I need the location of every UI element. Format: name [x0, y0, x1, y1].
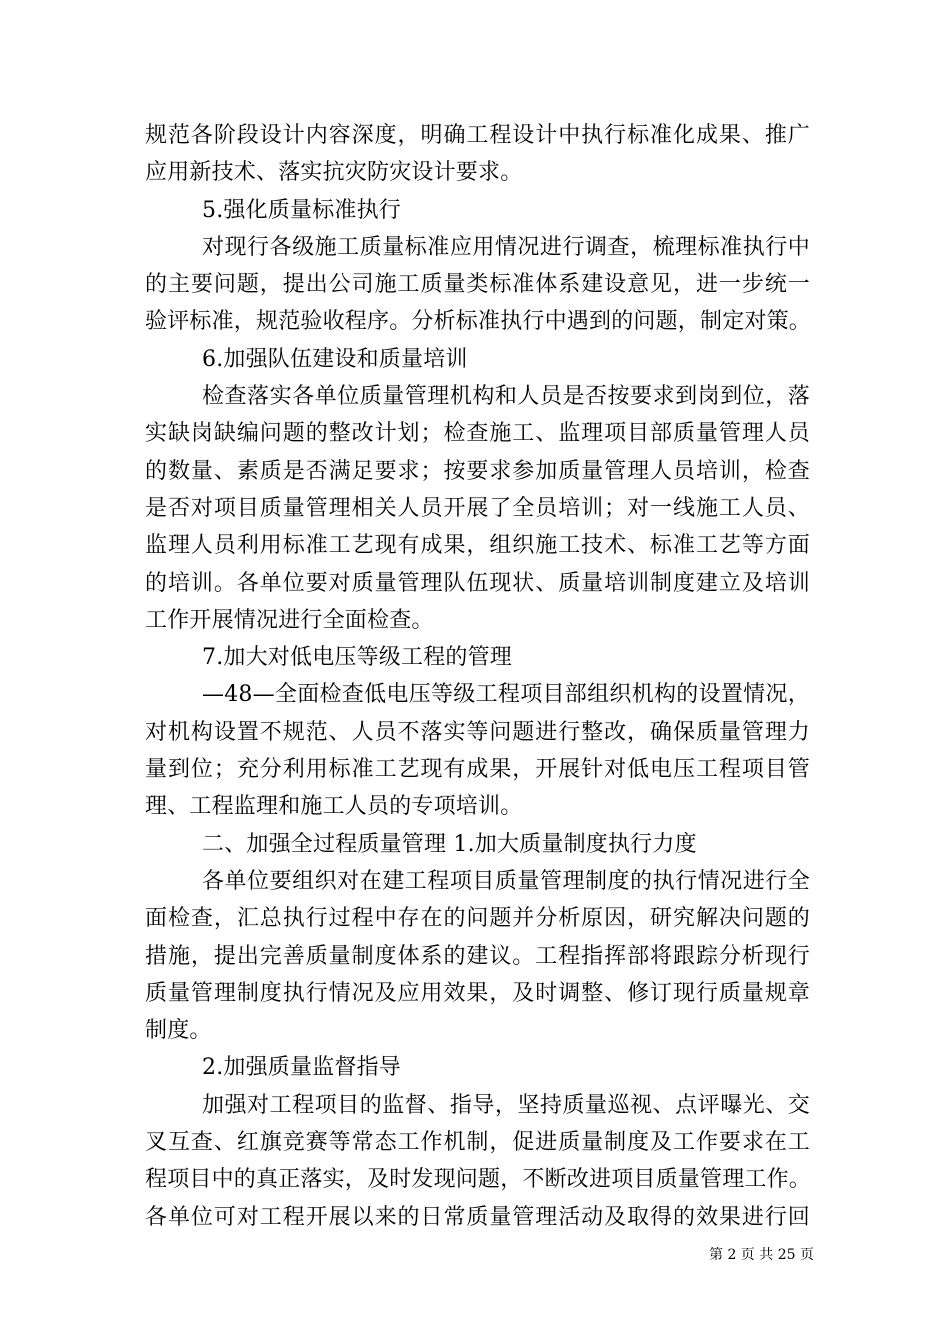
text-line: 对机构设置不规范、人员不落实等问题进行整改，确保质量管理力 — [145, 719, 810, 745]
text-line: 验评标准，规范验收程序。分析标准执行中遇到的问题，制定对策。 — [145, 309, 812, 335]
section-heading: 5.强化质量标准执行 — [202, 197, 401, 223]
text-line: 措施，提出完善质量制度体系的建议。工程指挥部将跟踪分析现行 — [145, 943, 810, 969]
text-line: 各单位要组织对在建工程项目质量管理制度的执行情况进行全 — [202, 868, 810, 894]
section-heading: 二、加强全过程质量管理 1.加大质量制度执行力度 — [202, 831, 697, 857]
text-line: 应用新技术、落实抗灾防灾设计要求。 — [145, 160, 523, 186]
text-line: 对现行各级施工质量标准应用情况进行调查，梳理标准执行中 — [202, 234, 810, 260]
document-body — [145, 117, 810, 1236]
section-heading: 6.加强队伍建设和质量培训 — [202, 346, 468, 372]
text-line: 检查落实各单位质量管理机构和人员是否按要求到岗到位，落 — [202, 384, 810, 410]
section-heading: 2.加强质量监督指导 — [202, 1055, 401, 1081]
text-line: 规范各阶段设计内容深度，明确工程设计中执行标准化成果、推广 — [145, 123, 810, 148]
text-line: 制度。 — [145, 1018, 212, 1044]
page-number: 第 2 页 共 25 页 — [709, 1247, 814, 1263]
text-line: 理、工程监理和施工人员的专项培训。 — [145, 794, 523, 820]
text-line: 的主要问题，提出公司施工质量类标准体系建设意见，进一步统一 — [145, 272, 810, 298]
text-line: 的数量、素质是否满足要求；按要求参加质量管理人员培训，检查 — [145, 458, 810, 484]
text-line: 面检查，汇总执行过程中存在的问题并分析原因，研究解决问题的 — [145, 906, 810, 932]
text-line: 程项目中的真正落实，及时发现问题，不断改进项目质量管理工作。 — [145, 1167, 812, 1193]
section-heading: 7.加大对低电压等级工程的管理 — [202, 645, 512, 671]
text-line: 实缺岗缺编问题的整改计划；检查施工、监理项目部质量管理人员 — [145, 421, 810, 447]
text-line: 的培训。各单位要对质量管理队伍现状、质量培训制度建立及培训 — [145, 570, 810, 596]
text-line: 叉互查、红旗竞赛等常态工作机制，促进质量制度及工作要求在工 — [145, 1130, 810, 1156]
text-line: —48—全面检查低电压等级工程项目部组织机构的设置情况， — [202, 682, 810, 708]
text-line: 加强对工程项目的监督、指导，坚持质量巡视、点评曝光、交 — [202, 1092, 810, 1118]
text-line: 各单位可对工程开展以来的日常质量管理活动及取得的效果进行回 — [145, 1204, 810, 1230]
text-line: 是否对项目质量管理相关人员开展了全员培训；对一线施工人员、 — [145, 495, 810, 521]
text-line: 质量管理制度执行情况及应用效果，及时调整、修订现行质量规章 — [145, 980, 810, 1006]
text-line: 工作开展情况进行全面检查。 — [145, 607, 434, 633]
text-line: 量到位；充分利用标准工艺现有成果，开展针对低电压工程项目管 — [145, 757, 810, 783]
text-line: 监理人员利用标准工艺现有成果，组织施工技术、标准工艺等方面 — [145, 533, 810, 559]
